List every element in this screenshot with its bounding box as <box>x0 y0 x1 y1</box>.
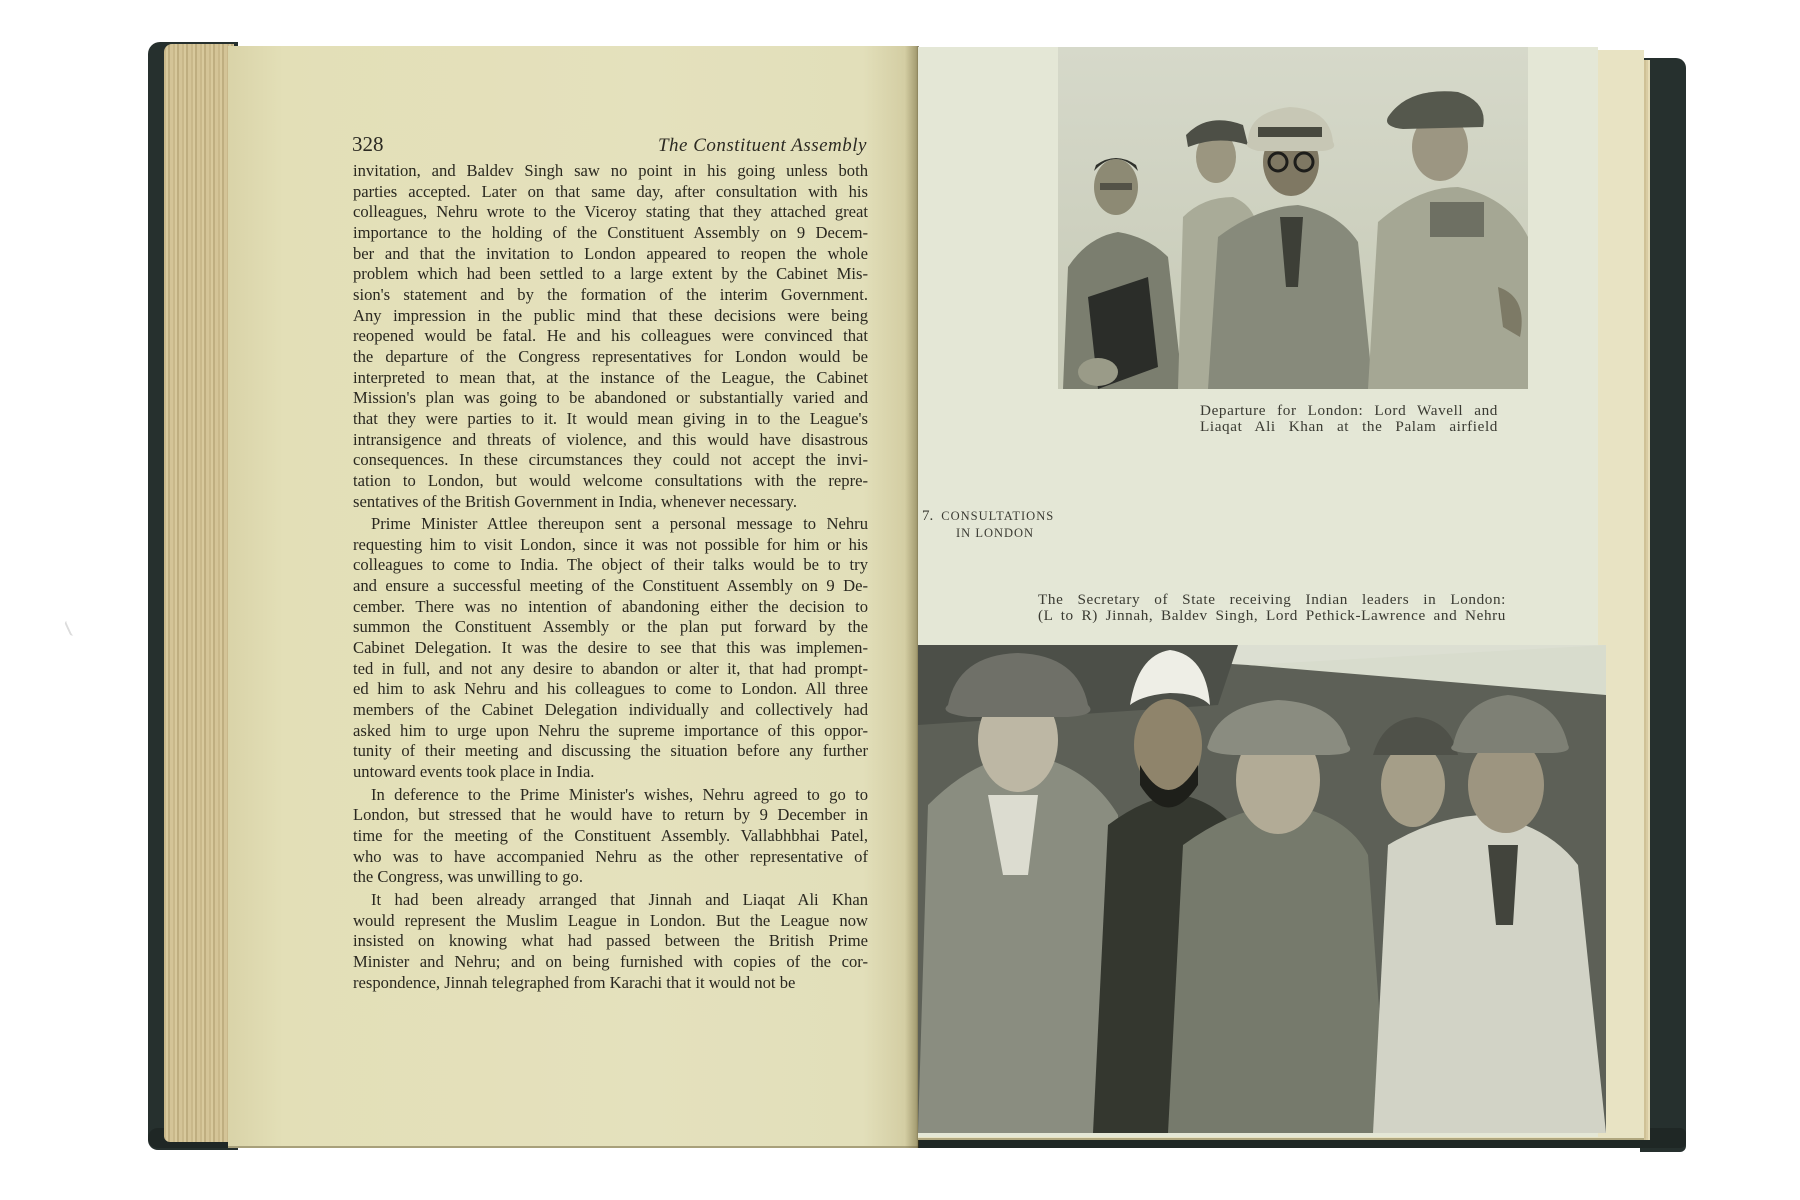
stray-mark <box>64 619 76 636</box>
paragraph <box>353 785 868 888</box>
text-line: In deference to the Prime Minister's wishes, Nehru agreed to go to <box>371 784 868 804</box>
text-line: London, but stressed that he would have to return by 9 December in <box>353 805 868 825</box>
text-line: invitation, and Baldev Singh saw no point in his going unless both <box>353 161 868 180</box>
page-block-edge-left <box>164 44 234 1142</box>
running-head <box>352 132 867 162</box>
text-line: Mission's plan was going to be abandoned or substantially varied and <box>353 388 868 408</box>
text-line: the departure of the Congress representatives for London would be <box>353 346 868 366</box>
caption-bottom-line-2: (L to R) Jinnah, Baldev Singh, Lord Pethick-Lawrence and Nehru <box>1038 607 1506 624</box>
text-line: ber and that the invitation to London appeared to reopen the whole <box>353 243 868 263</box>
text-line: Cabinet Delegation. It was the desire to see that this was implemen- <box>353 638 868 658</box>
text-line: insisted on knowing what had passed between the British Prime <box>353 931 868 951</box>
text-line: sion's statement and by the formation of the interim Government. <box>353 284 868 304</box>
body-text <box>353 161 868 995</box>
text-line: requesting him to visit London, since it was not possible for him or his <box>353 534 868 554</box>
text-line: time for the meeting of the Constituent Assembly. Vallabhbhai Patel, <box>353 826 868 845</box>
plate-title-line-2: IN LONDON <box>956 526 1035 540</box>
text-line: summon the Constituent Assembly or the plan put forward by the <box>353 617 868 637</box>
text-line: Prime Minister Attlee thereupon sent a personal message to Nehru <box>371 514 868 534</box>
text-line: interpreted to mean that, at the instance of the League, the Cabinet <box>353 367 868 387</box>
text-line: consequences. In these circumstances they could not accept the invi- <box>353 450 868 470</box>
caption-bottom-line-1: The Secretary of State receiving Indian leaders in London: <box>1038 591 1506 608</box>
photo-top <box>1058 47 1528 389</box>
chapter-title: The Constituent Assembly <box>657 135 867 156</box>
text-line: who was to have accompanied Nehru as the other representative of <box>353 846 868 866</box>
text-line: would represent the Muslim League in London. But the League now <box>353 910 868 930</box>
text-line: importance to the holding of the Constituent Assembly on 9 Decem- <box>353 222 868 242</box>
plate-title-line-1: CONSULTATIONS <box>941 509 1055 523</box>
text-line: untoward events took place in India. <box>353 762 595 782</box>
text-line: sentatives of the British Government in India, whenever necessary. <box>353 491 798 511</box>
gutter-shadow <box>905 46 919 1148</box>
plate-section-label <box>922 508 1054 542</box>
plate-number: 7. <box>922 508 934 524</box>
text-line: Minister and Nehru; and on being furnished with copies of the cor- <box>353 951 868 971</box>
text-line: Any impression in the public mind that these decisions were being <box>353 305 868 325</box>
page-number: 328 <box>352 132 384 156</box>
text-line: colleagues to come to India. The object of their talks would be to try <box>353 555 868 575</box>
photo-bottom <box>918 645 1606 1133</box>
paragraph <box>353 514 868 783</box>
text-line: asked him to urge upon Nehru the supreme importance of this oppor- <box>353 720 868 740</box>
caption-top <box>1200 403 1498 435</box>
text-line: tation to London, but would welcome consultations with the repre- <box>353 470 868 490</box>
paragraph <box>353 890 868 993</box>
caption-top-line-1: Departure for London: Lord Wavell and <box>1200 402 1498 419</box>
text-line: intransigence and threats of violence, and this would have disastrous <box>353 429 868 449</box>
text-line: parties accepted. Later on that same day, after consultation with his <box>353 181 868 201</box>
paragraph <box>353 161 868 512</box>
text-line: and ensure a successful meeting of the Constituent Assembly on 9 De- <box>353 576 868 596</box>
text-line: members of the Cabinet Delegation individually and collectively had <box>353 700 868 720</box>
text-line: cember. There was no intention of abandoning either the decision to <box>353 596 868 616</box>
photo-top-image <box>1058 47 1528 389</box>
text-line: respondence, Jinnah telegraphed from Karachi that it would not be <box>353 972 796 992</box>
text-line: that they were parties to it. It would mean giving in to the League's <box>353 408 868 428</box>
caption-bottom <box>1038 592 1506 624</box>
text-line: reopened would be fatal. He and his colleagues were convinced that <box>353 326 868 346</box>
text-line: the Congress, was unwilling to go. <box>353 867 583 887</box>
text-line: colleagues, Nehru wrote to the Viceroy stating that they attached great <box>353 202 868 222</box>
text-line: ed him to ask Nehru and his colleagues to come to London. All three <box>353 679 868 699</box>
text-line: tunity of their meeting and discussing the situation before any further <box>353 741 868 761</box>
caption-top-line-2: Liaqat Ali Khan at the Palam airfield <box>1200 418 1498 435</box>
text-line: It had been already arranged that Jinnah and Liaqat Ali Khan <box>371 889 868 909</box>
photo-bottom-image <box>918 645 1606 1133</box>
text-line: ted in full, and not any desire to abandon or alter it, that had prompt- <box>353 658 868 678</box>
text-line: problem which had been settled to a large extent by the Cabinet Mis- <box>353 264 868 284</box>
